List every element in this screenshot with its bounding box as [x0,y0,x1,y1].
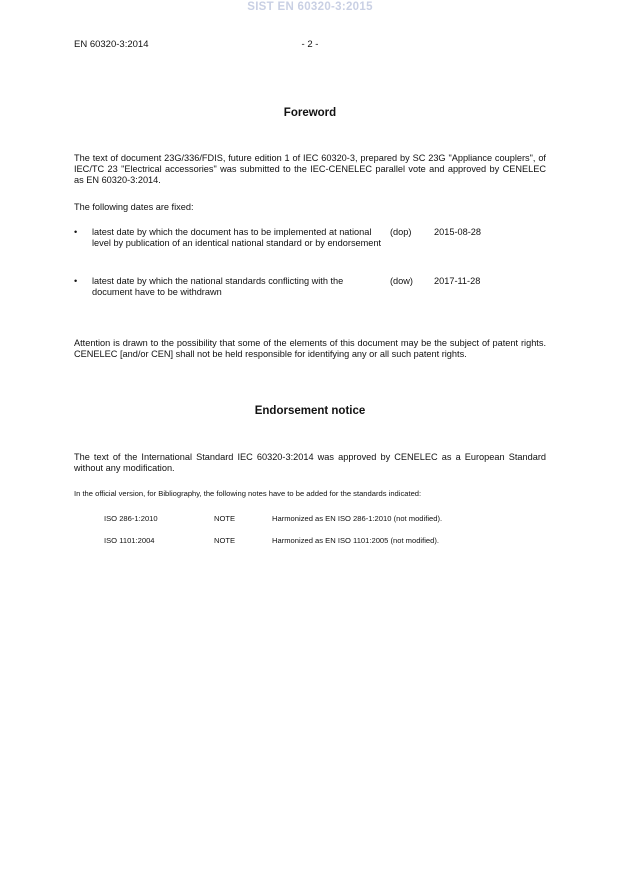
attention-paragraph: Attention is drawn to the possibility that some of the elements of this document may be the subject of patent rights. CENELEC [and/or CEN] shall not be held responsible for identifying any or all such patent rights. [74,338,546,359]
foreword-heading: Foreword [283,107,337,119]
note-label: NOTE [214,536,236,545]
endorsement-text: The text of the International Standard IEC 60320-3:2014 was approved by CENELEC as a European Standard without any modification. [74,452,546,473]
bullet-icon: • [74,276,78,286]
header-doc-id: EN 60320-3:2014 [74,39,149,50]
header-page-number: - 2 - [301,39,319,50]
note-standard: ISO 1101:2004 [104,536,155,545]
foreword-intro: The text of document 23G/336/FDIS, future edition 1 of IEC 60320-3, prepared by SC 23G "Appliance couplers", of IEC/TC 23 "Electrical accessories" was submitted to the IEC-CENELEC parallel vote and approved by CENELEC as EN 60320-3:2014. [74,153,546,185]
note-text: Harmonized as EN ISO 1101:2005 (not modified). [272,536,440,545]
bibliography-note-row [104,536,524,548]
date-item-date: 2017-11-28 [434,276,481,286]
bibliography-intro: In the official version, for Bibliography, the following notes have to be added for the standards indicated: [74,489,422,498]
note-text: Harmonized as EN ISO 286-1:2010 (not modified). [272,514,443,523]
date-item-text: latest date by which the document has to be implemented at national level by publication of an identical national standard or by endorsement [92,227,382,248]
date-item-dow [74,276,546,300]
date-item-text: latest date by which the national standards conflicting with the document have to be withdrawn [92,276,344,297]
bibliography-note-row [104,514,524,526]
dates-intro: The following dates are fixed: [74,202,194,212]
watermark: SIST EN 60320-3:2015 [247,1,373,13]
date-item-dop [74,227,546,263]
note-label: NOTE [214,514,236,523]
note-standard: ISO 286-1:2010 [104,514,158,523]
endorsement-heading: Endorsement notice [254,405,366,417]
date-item-abbr: (dop) [390,227,412,237]
date-item-date: 2015-08-28 [434,227,481,237]
date-item-abbr: (dow) [390,276,413,286]
bullet-icon: • [74,227,78,237]
